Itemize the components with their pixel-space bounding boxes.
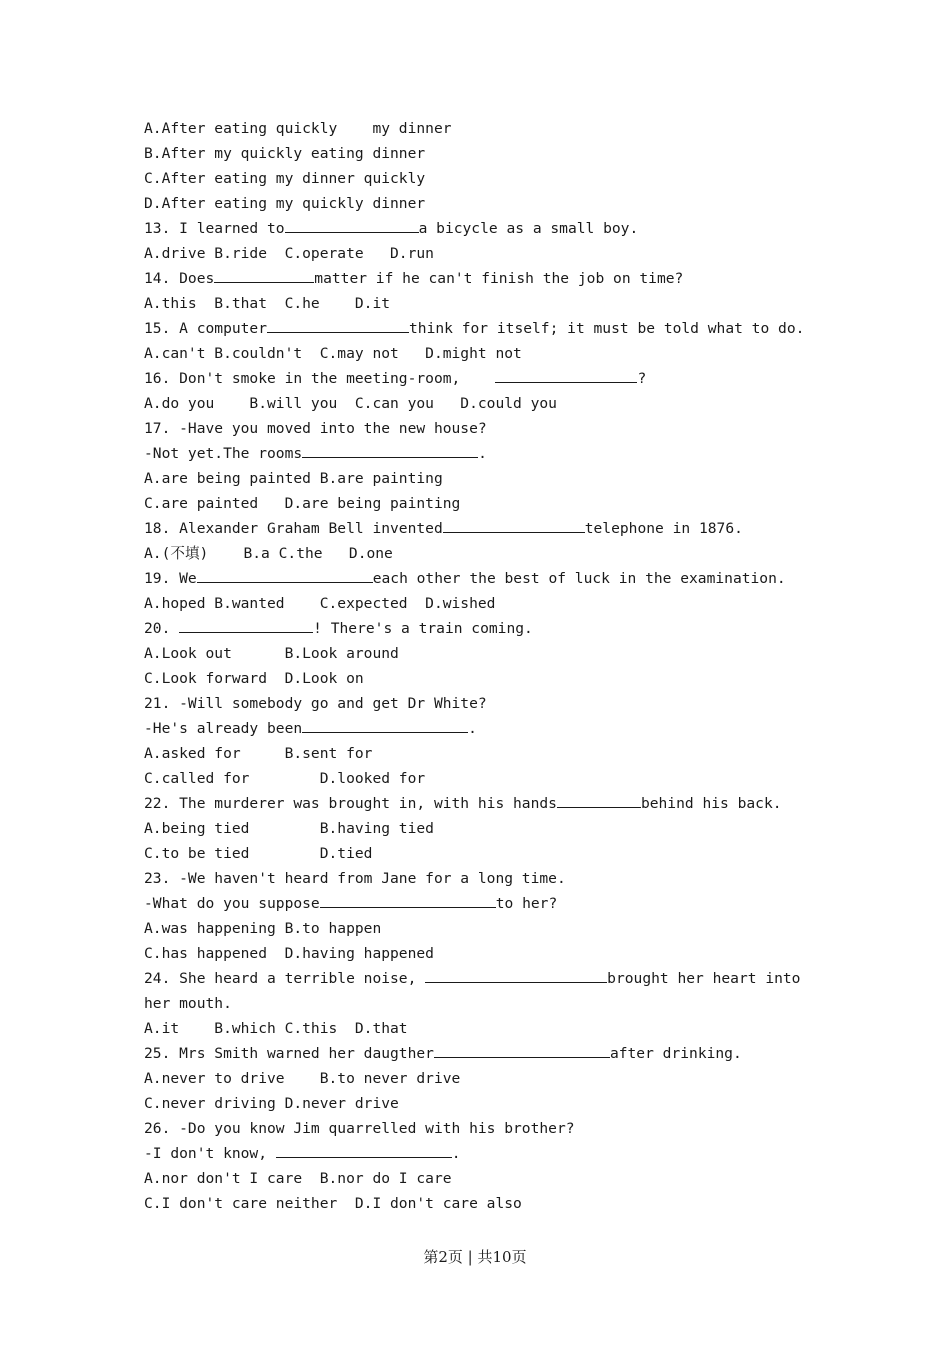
line-text: ? <box>637 370 647 387</box>
line-text: . <box>451 1145 461 1162</box>
text-line: 17. -Have you moved into the new house? <box>144 420 487 437</box>
line-text: matter if he can't finish the job on time? <box>314 270 684 287</box>
answer-blank <box>434 1041 610 1058</box>
text-line <box>144 316 824 341</box>
text-line <box>144 616 824 641</box>
line-text: to her? <box>495 895 558 912</box>
page-footer: 第2页 | 共10页 <box>423 1248 527 1266</box>
line-text: 18. Alexander Graham Bell invented <box>144 520 443 537</box>
answer-blank <box>179 616 313 633</box>
text-line: C.called for D.looked for <box>144 770 426 787</box>
line-text: 15. A computer <box>144 320 268 337</box>
line-text: -I don't know, <box>144 1145 276 1162</box>
text-line <box>144 566 824 591</box>
text-line <box>144 1141 824 1166</box>
text-line: A.drive B.ride C.operate D.run <box>144 245 434 262</box>
text-line: A.(不填) B.a C.the D.one <box>144 545 393 562</box>
text-line: D.After eating my quickly dinner <box>144 195 426 212</box>
line-text: think for itself; it must be told what to do. <box>409 320 805 337</box>
line-text: after drinking. <box>609 1045 742 1062</box>
text-line: C.Look forward D.Look on <box>144 670 364 687</box>
answer-blank <box>443 516 585 533</box>
text-line <box>144 366 824 391</box>
line-text: a bicycle as a small boy. <box>418 220 639 237</box>
answer-blank <box>276 1141 452 1158</box>
text-line <box>144 441 824 466</box>
line-text: ! There's a train coming. <box>313 620 533 637</box>
text-line <box>144 791 824 816</box>
answer-blank <box>197 566 373 583</box>
text-line: C.to be tied D.tied <box>144 845 373 862</box>
text-line: C.are painted D.are being painting <box>144 495 461 512</box>
text-line: C.After eating my dinner quickly <box>144 170 426 187</box>
answer-blank <box>302 441 478 458</box>
text-line <box>144 1041 824 1066</box>
answer-blank <box>267 316 409 333</box>
text-line: A.asked for B.sent for <box>144 745 373 762</box>
text-line: A.can't B.couldn't C.may not D.might not <box>144 345 522 362</box>
text-line <box>144 966 824 991</box>
text-line: A.nor don't I care B.nor do I care <box>144 1170 452 1187</box>
text-line: C.never driving D.never drive <box>144 1095 399 1112</box>
line-text: each other the best of luck in the examination. <box>372 570 786 587</box>
line-text: 25. Mrs Smith warned her daugther <box>144 1045 434 1062</box>
line-text: -He's already been <box>144 720 303 737</box>
line-text: . <box>468 720 477 737</box>
line-text: 20. <box>144 620 180 637</box>
text-line: A.do you B.will you C.can you D.could you <box>144 395 557 412</box>
line-text: -Not yet.The rooms <box>144 445 303 462</box>
text-line: A.this B.that C.he D.it <box>144 295 391 312</box>
text-line: A.After eating quickly my dinner <box>144 120 452 137</box>
line-text: 22. The murderer was brought in, with his hands <box>144 795 557 812</box>
line-text: 13. I learned to <box>144 220 285 237</box>
text-line: her mouth. <box>144 995 232 1012</box>
line-text: 14. Does <box>144 270 215 287</box>
text-line: A.being tied B.having tied <box>144 820 434 837</box>
text-line: B.After my quickly eating dinner <box>144 145 426 162</box>
line-text: behind his back. <box>640 795 782 812</box>
text-line: 23. -We haven't heard from Jane for a long time. <box>144 870 566 887</box>
text-line <box>144 716 824 741</box>
line-text: 16. Don't smoke in the meeting-room, <box>144 370 496 387</box>
line-text: -What do you suppose <box>144 895 320 912</box>
text-line: C.I don't care neither D.I don't care also <box>144 1195 522 1212</box>
line-text: brought her heart into <box>607 970 801 987</box>
line-text: . <box>478 445 487 462</box>
text-line <box>144 516 824 541</box>
line-text: 19. We <box>144 570 197 587</box>
text-line: A.are being painted B.are painting <box>144 470 443 487</box>
answer-blank <box>214 266 314 283</box>
text-line <box>144 216 824 241</box>
answer-blank <box>495 366 637 383</box>
text-line: 21. -Will somebody go and get Dr White? <box>144 695 487 712</box>
text-line: 26. -Do you know Jim quarrelled with his brother? <box>144 1120 575 1137</box>
text-line: A.Look out B.Look around <box>144 645 399 662</box>
text-line: A.it B.which C.this D.that <box>144 1020 408 1037</box>
text-line: A.hoped B.wanted C.expected D.wished <box>144 595 496 612</box>
answer-blank <box>285 216 419 233</box>
text-line <box>144 266 824 291</box>
text-line <box>144 891 824 916</box>
text-line: A.never to drive B.to never drive <box>144 1070 461 1087</box>
answer-blank <box>425 966 607 983</box>
question-content <box>144 116 824 1216</box>
line-text: telephone in 1876. <box>584 520 743 537</box>
line-text: 24. She heard a terrible noise, <box>144 970 426 987</box>
text-line: A.was happening B.to happen <box>144 920 382 937</box>
answer-blank <box>302 716 468 733</box>
answer-blank <box>557 791 641 808</box>
text-line: C.has happened D.having happened <box>144 945 434 962</box>
answer-blank <box>320 891 496 908</box>
